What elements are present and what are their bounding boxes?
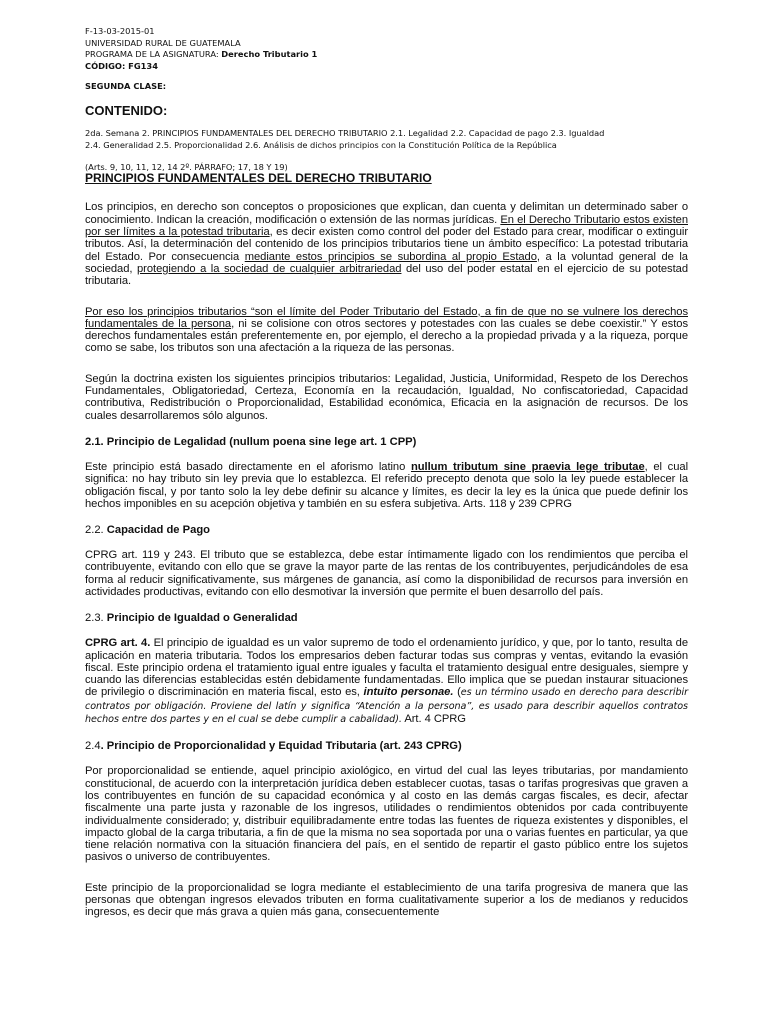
university-name: UNIVERSIDAD RURAL DE GUATEMALA <box>85 37 241 48</box>
course-code: CÓDIGO: FG134 <box>85 60 158 71</box>
paragraph-proporcionalidad: Por proporcionalidad se entiende, aquel principio axiológico, en virtud del cual las leyes tributarias, por mandamiento constitucional, de acuerdo con la interpretación jurídica deben establecer cuotas, tasas o tarifas progresivas que graven a los contribuyentes en función de su capacidad económica y al costo en las demás cargas fiscales, es decir, afectar fiscalmente una parte justa y razonable de los ingresos, utilidades o rendimientos obtenidos por cada contribuyente individualmente considerado; y, distribuir equilibradamente entre todas las fuentes de riqueza existentes y disponibles, el impacto global de la carga tributaria, a fin de que la misma no sea soportada por una o varias fuentes en particular, ya que tiene relación normativa con la situación financiera del país, en el sentido de repartir el gasto público entre los sujetos pasivos o universo de contribuyentes. <box>85 765 688 864</box>
document-header <box>85 26 688 93</box>
underlined-phrase: mediante estos principios se subordina al propio Estado <box>244 250 537 263</box>
section-heading-proporcionalidad: 2.4. Principio de Proporcionalidad y Equidad Tributaria (art. 243 CPRG) <box>85 740 462 753</box>
paragraph-principios: Los principios, en derecho son conceptos o proposiciones que explican, dan cuenta y delimitan un determinado saber o conocimiento. Indican la creación, modificación o extensión de las normas jurídicas. En el Derecho Tributario estos existen por ser límites a la potestad tributaria, es decir existen como control del poder del Estado para crear, modificar o extinguir tributos. Así, la determinación del contenido de los principios tributarios tiene un ámbito específico: La potestad tributaria del Estado. Por consecuencia mediante estos principios se subordina al propio Estado, a la voluntad general de la sociedad, protegiendo a la sociedad de cualquier arbitrariedad del uso del poder estatal en el ejercicio de su potestad tributaria. <box>85 201 689 288</box>
paragraph-legalidad: Este principio está basado directamente en el aforismo latino nullum tributum sine praevia lege tributae, el cual significa: no hay tributo sin ley previa que lo establezca. El referido precepto denota que solo la ley puede establecer la obligación fiscal, y por tanto solo la ley debe definir su alcance y límites, es decir la ley es la única que puede definir los hechos imponibles en su acepción objetiva y también en su esfera subjetiva. Arts. 118 y 239 CPRG <box>85 460 689 510</box>
section-heading-igualdad: 2.3. Principio de Igualdad o Generalidad <box>85 612 298 625</box>
program-value: Derecho Tributario 1 <box>221 49 318 60</box>
paragraph-capacidad: CPRG art. 119 y 243. El tributo que se establezca, debe estar íntimamente ligado con los rendimientos que perciba el contribuyente, evitando con ello que se grave la mayor parte de las rentas de los contribuyentes, perjudicándoles de esa forma al reducir significativamente, sus márgenes de ganancia, así como la disponibilidad de recursos para inversión en actividades productivas, evitando con ello desmotivar la inversión que permite el buen desarrollo del país. <box>85 549 688 598</box>
paragraph-tarifa-progresiva: Este principio de la proporcionalidad se logra mediante el establecimiento de una tarifa progresiva de manera que las personas que obtengan ingresos elevados tributen en forma cualitativamente superior a los de medianos y reducidos ingresos, es decir que más grava a quien más gana, consecuentemente <box>85 881 688 919</box>
latin-aphorism: nullum tributum sine praevia lege tributae <box>410 460 645 473</box>
paragraph-limite-poder: Por eso los principios tributarios “son el límite del Poder Tributario del Estado, a fin de que no se vulnere los derechos fundamentales de la persona, ni se colisione con otros sectores y potestades con las cuales se debe coexistir.” Y estos derechos fundamentales están preferentemente en, por ejemplo, el derecho a la propiedad privada y a la riqueza, porque como se sabe, los tributos son una afectación a la riqueza de las personas. <box>85 305 688 355</box>
section-heading-capacidad: 2.2. Capacidad de Pago <box>85 524 210 537</box>
document-page <box>85 26 688 919</box>
latin-term: intuito personae. <box>363 686 454 699</box>
underlined-phrase: Por eso los principios tributarios “son el límite del Poder Tributario del Estado, <box>85 305 485 318</box>
underlined-phrase: En el Derecho Tributario estos existen por ser límites a la potestad tributaria <box>85 213 688 239</box>
toc-line: 2.4. Generalidad 2.5. Proporcionalidad 2.6. Análisis de dichos principios con la Constitución Política de la República <box>85 140 557 151</box>
section-heading-legalidad: 2.1. Principio de Legalidad (nullum poena sine lege art. 1 CPP) <box>85 435 417 448</box>
paragraph-igualdad: CPRG art. 4. El principio de igualdad es un valor supremo de todo el ordenamiento jurídico, y que, por lo tanto, resulta de aplicación en materia tributaria. Todos los empresarios deben facturar todas sus compras y ventas, evitando la evasión fiscal. Este principio ordena el tratamiento igual entre iguales y faculta el tratamiento desigual entre desiguales, siempre y cuando las diferencias establecidas estén debidamente fundamentadas. Ello implica que se puedan instaurar situaciones de privilegio o discriminación en materia fiscal, esto es, intuito personae. (es un término usado en derecho para describir contratos por obligación. Proviene del latín y significa “Atención a la persona”, es usado para describir aquellos contratos hechos entre dos partes y en el cual se debe cumplir a cabalidad). Art. 4 CPRG <box>85 637 689 726</box>
class-label: SEGUNDA CLASE: <box>85 81 167 92</box>
main-title: PRINCIPIOS FUNDAMENTALES DEL DERECHO TRIBUTARIO <box>85 171 432 186</box>
program-line <box>85 49 688 61</box>
toc-line: 2da. Semana 2. PRINCIPIOS FUNDAMENTALES DEL DERECHO TRIBUTARIO 2.1. Legalidad 2.2. Capacidad de pago 2.3. Igualdad <box>85 127 605 138</box>
form-code: F-13-03-2015-01 <box>85 26 155 36</box>
contenido-list <box>85 127 688 174</box>
underlined-phrase: a fin de que no se vulnere los derechos fundamentales de la persona <box>85 305 688 330</box>
paragraph-doctrina: Según la doctrina existen los siguientes principios tributarios: Legalidad, Justicia, Uniformidad, Respeto de los Derechos Fundamentales, Obligatoriedad, Certeza, Economía en la recaudación, Igualdad, No confiscatoriedad, Capacidad contributiva, Redistribución o Proporcionalidad, Estabilidad económica, Eficacia en la asignación de recursos. De los cuales desarrollaremos sólo algunos. <box>85 372 688 422</box>
contenido-title: CONTENIDO: <box>85 102 168 118</box>
program-label: PROGRAMA DE LA ASIGNATURA: <box>85 49 222 60</box>
term-explanation: es un término usado en derecho para describir contratos por obligación. Proviene del latín y significa “Atención a la persona”, es usado para describir aquellos contratos hechos entre dos partes y en el cual se debe cumplir a cabalidad). <box>85 687 689 726</box>
articles-reference: (Arts. 9, 10, 11, 12, 14 2º. PÁRRAFO; 17, 18 Y 19) <box>85 161 288 172</box>
underlined-phrase: protegiendo a la sociedad de cualquier arbitrariedad <box>137 262 402 275</box>
